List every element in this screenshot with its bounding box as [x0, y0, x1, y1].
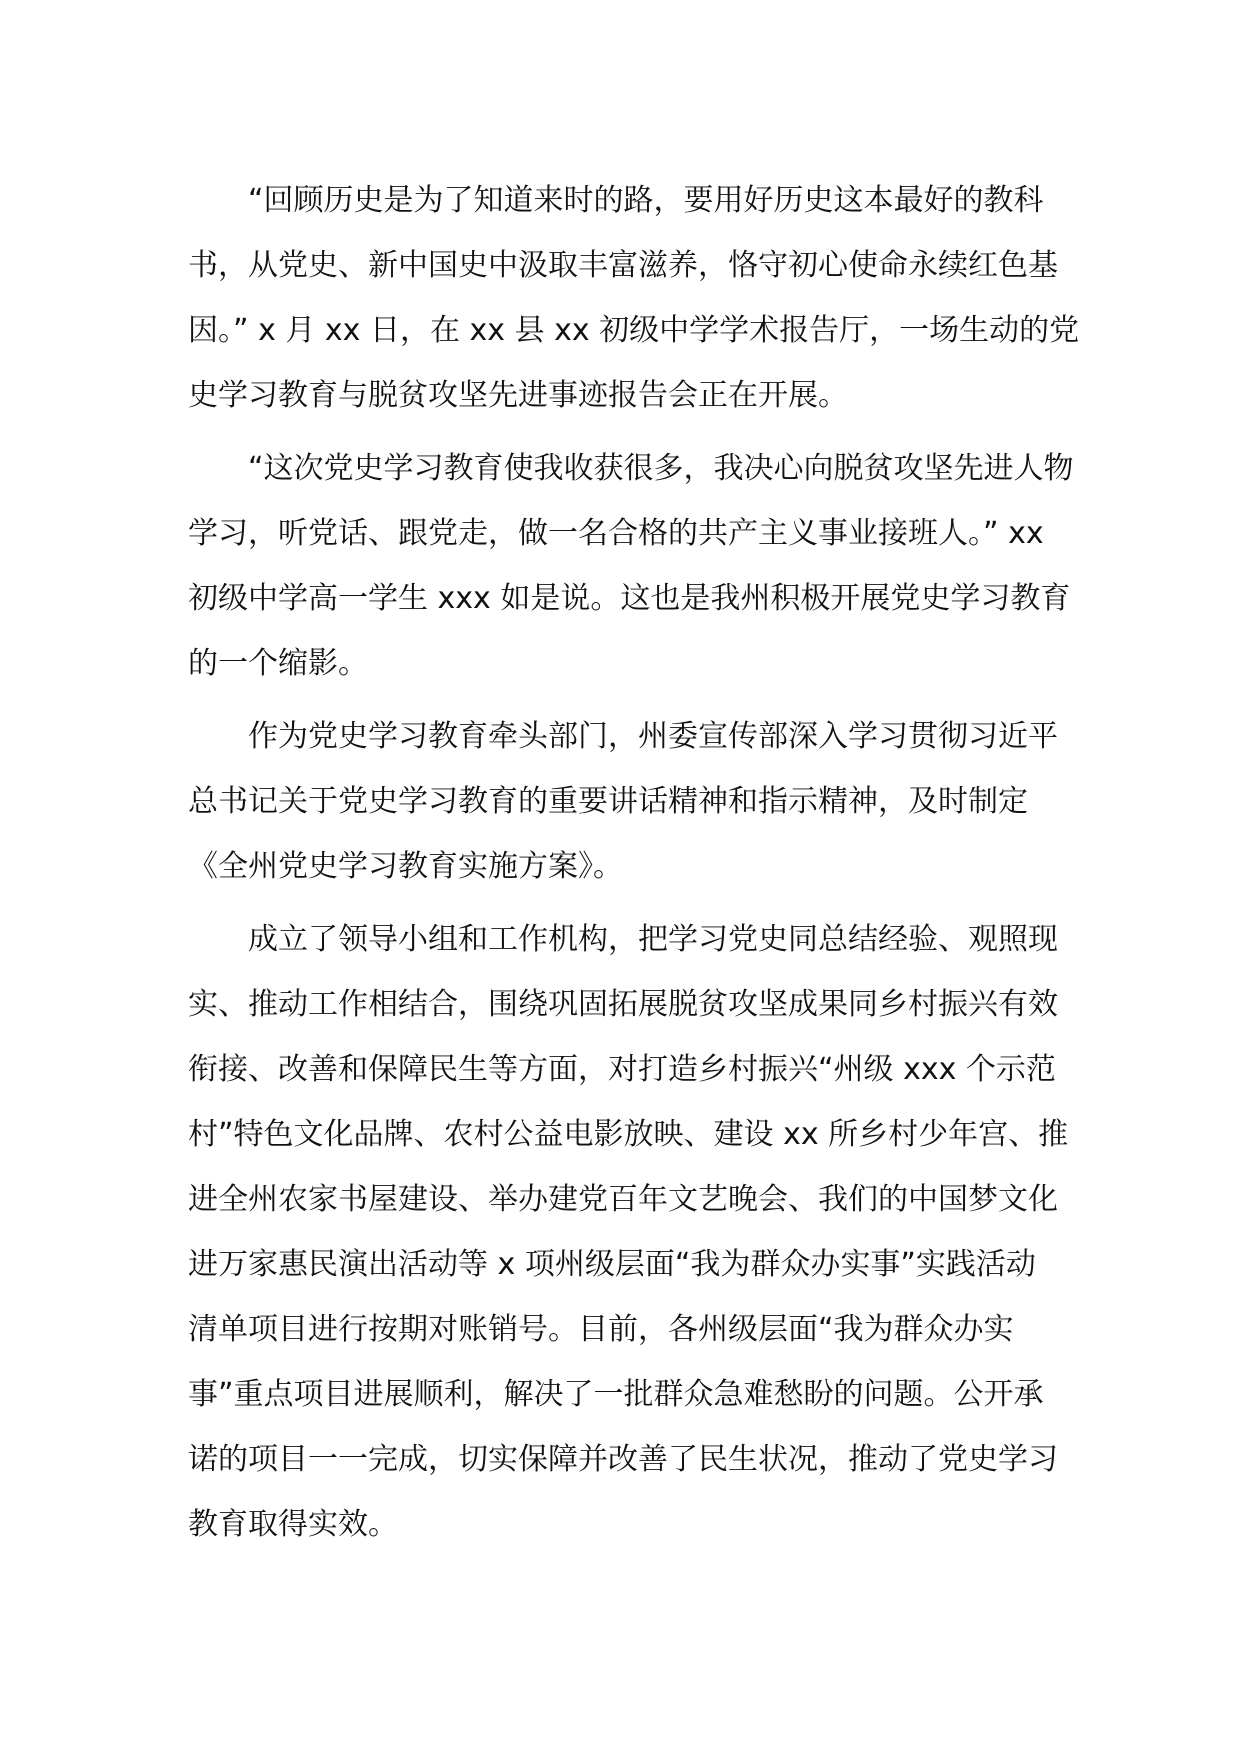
text-line: 学习，听党话、跟党走，做一名合格的共产主义事业接班人。” xx	[188, 516, 1044, 551]
text-line: 事”重点项目进展顺利，解决了一批群众急难愁盼的问题。公开承	[188, 1377, 1044, 1412]
text-line: 进全州农家书屋建设、举办建党百年文艺晚会、我们的中国梦文化	[188, 1182, 1058, 1217]
paragraph-2	[188, 436, 1074, 696]
text-line: 村”特色文化品牌、农村公益电影放映、建设 xx 所乡村少年宫、推	[188, 1117, 1069, 1152]
text-line: 实、推动工作相结合，围绕巩固拓展脱贫攻坚成果同乡村振兴有效	[188, 987, 1058, 1022]
text-line: 衔接、改善和保障民生等方面，对打造乡村振兴“州级 xxx 个示范	[188, 1052, 1056, 1087]
text-line: “这次党史学习教育使我收获很多，我决心向脱贫攻坚先进人物	[248, 451, 1074, 486]
paragraph-1	[188, 168, 1080, 428]
text-line: 书，从党史、新中国史中汲取丰富滋养，恪守初心使命永续红色基	[188, 248, 1058, 283]
text-line: 成立了领导小组和工作机构，把学习党史同总结经验、观照现	[248, 922, 1058, 957]
text-line: 的一个缩影。	[188, 646, 368, 681]
text-line: 史学习教育与脱贫攻坚先进事迹报告会正在开展。	[188, 378, 848, 413]
paragraph-4	[188, 907, 1069, 1557]
text-line: “回顾历史是为了知道来时的路，要用好历史这本最好的教科	[248, 183, 1044, 218]
text-line: 诺的项目一一完成，切实保障并改善了民生状况，推动了党史学习	[188, 1442, 1058, 1477]
text-line: 总书记关于党史学习教育的重要讲话精神和指示精神，及时制定	[188, 784, 1028, 819]
text-line: 作为党史学习教育牵头部门，州委宣传部深入学习贯彻习近平	[248, 719, 1058, 754]
document-body	[188, 168, 1080, 1565]
text-line: 教育取得实效。	[188, 1507, 398, 1542]
text-line: 因。” x 月 xx 日，在 xx 县 xx 初级中学学术报告厅，一场生动的党	[188, 313, 1080, 348]
text-line: 进万家惠民演出活动等 x 项州级层面“我为群众办实事”实践活动	[188, 1247, 1036, 1282]
text-line: 初级中学高一学生 xxx 如是说。这也是我州积极开展党史学习教育	[188, 581, 1071, 616]
paragraph-3	[188, 704, 1060, 899]
text-line: 《全州党史学习教育实施方案》。	[188, 849, 623, 884]
text-line: 清单项目进行按期对账销号。目前，各州级层面“我为群众办实	[188, 1312, 1014, 1347]
